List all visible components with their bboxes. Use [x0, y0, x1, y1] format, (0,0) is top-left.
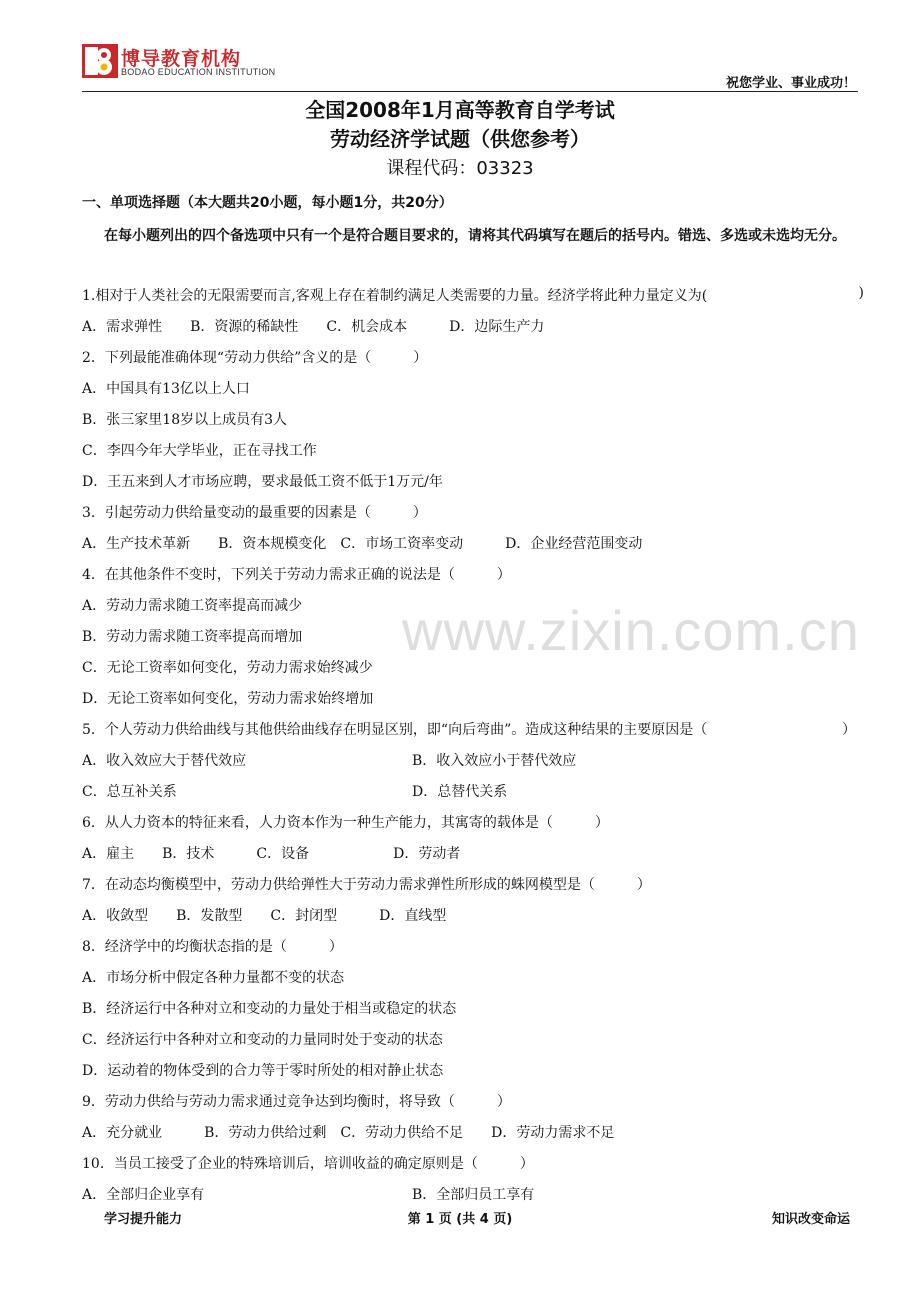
exam-line: D．无论工资率如何变化，劳动力需求始终增加 — [82, 691, 374, 707]
header-slogan: 祝您学业、事业成功！ — [725, 76, 856, 91]
footer-right: 知识改变命运 — [771, 1212, 850, 1227]
exam-title: 全国2008年1月高等教育自学考试 — [305, 98, 615, 122]
exam-line-option: B．全部归员工享有 — [412, 1187, 535, 1203]
footer-left: 学习提升能力 — [104, 1212, 183, 1227]
exam-line: B．经济运行中各种对立和变动的力量处于相当或稳定的状态 — [82, 1001, 457, 1017]
exam-line: C．李四今年大学毕业，正在寻找工作 — [82, 443, 317, 459]
answer-parenthesis-close: ) — [858, 285, 864, 301]
exam-subject-title: 劳动经济学试题（供您参考） — [330, 127, 590, 151]
exam-line: A．收入效应大于替代效应 — [82, 753, 247, 769]
exam-line: A．劳动力需求随工资率提高而减少 — [82, 598, 303, 614]
logo-english-name: BODAO EDUCATION INSTITUTION — [121, 67, 276, 77]
exam-line: 1.相对于人类社会的无限需要而言,客观上存在着制约满足人类需要的力量。经济学将此种力量定义为( — [82, 288, 708, 304]
exam-line: 4．在其他条件不变时，下列关于劳动力需求正确的说法是（ ） — [82, 567, 511, 583]
exam-line: A．生产技术革新 B．资本规模变化 C．市场工资率变动 D．企业经营范围变动 — [82, 536, 643, 552]
watermark: www.zixin.com.cn — [402, 599, 860, 662]
exam-line: 10．当员工接受了企业的特殊培训后，培训收益的确定原则是（ ） — [82, 1156, 534, 1172]
exam-line: A．收敛型 B．发散型 C．封闭型 D．直线型 — [82, 908, 447, 924]
exam-line: A．全部归企业享有 — [82, 1187, 205, 1203]
exam-line: B．张三家里18岁以上成员有3人 — [82, 412, 288, 428]
exam-line: 9．劳动力供给与劳动力需求通过竞争达到均衡时，将导致（ ） — [82, 1094, 511, 1110]
exam-line: 6．从人力资本的特征来看，人力资本作为一种生产能力，其寓寄的载体是（ ） — [82, 815, 609, 831]
footer-page-number: 第 1 页 (共 4 页) — [407, 1212, 513, 1227]
exam-line: A．市场分析中假定各种力量都不变的状态 — [82, 970, 345, 986]
exam-line: 5．个人劳动力供给曲线与其他供给曲线存在明显区别，即“向后弯曲”。造成这种结果的主要原因是（ — [82, 722, 708, 738]
exam-line: A．雇主 B．技术 C．设备 D．劳动者 — [82, 846, 461, 862]
exam-line: 2．下列最能准确体现“劳动力供给”含义的是（ ） — [82, 350, 428, 366]
section-heading: 一、单项选择题（本大题共20小题，每小题1分，共20分） — [82, 195, 453, 211]
exam-line: 8．经济学中的均衡状态指的是（ ） — [82, 939, 343, 955]
answer-parenthesis-close: ） — [842, 722, 856, 738]
section-instruction: 在每小题列出的四个备选项中只有一个是符合题目要求的，请将其代码填写在题后的括号内。错选、多选或未选均无分。 — [104, 228, 846, 244]
exam-line: A．中国具有13亿以上人口 — [82, 381, 250, 397]
exam-line: C．经济运行中各种对立和变动的力量同时处于变动的状态 — [82, 1032, 443, 1048]
exam-line-option: B．收入效应小于替代效应 — [412, 753, 577, 769]
logo-chinese-name: 博导教育机构 — [121, 48, 242, 70]
header-divider — [82, 91, 858, 92]
exam-line: D．运动着的物体受到的合力等于零时所处的相对静止状态 — [82, 1063, 444, 1079]
exam-line: A．需求弹性 B．资源的稀缺性 C．机会成本 D．边际生产力 — [82, 319, 545, 335]
exam-line: C．总互补关系 — [82, 784, 177, 800]
exam-line: B．劳动力需求随工资率提高而增加 — [82, 629, 303, 645]
course-code: 课程代码：03323 — [386, 158, 534, 179]
exam-line: 3．引起劳动力供给量变动的最重要的因素是（ ） — [82, 505, 427, 521]
logo-icon — [82, 44, 118, 78]
exam-line: C．无论工资率如何变化，劳动力需求始终减少 — [82, 660, 373, 676]
exam-line: A．充分就业 B．劳动力供给过剩 C．劳动力供给不足 D．劳动力需求不足 — [82, 1125, 615, 1141]
exam-line-option: D．总替代关系 — [412, 784, 508, 800]
exam-line: 7．在动态均衡模型中，劳动力供给弹性大于劳动力需求弹性所形成的蛛网模型是（ ） — [82, 877, 651, 893]
exam-line: D．王五来到人才市场应聘，要求最低工资不低于1万元/年 — [82, 474, 443, 490]
